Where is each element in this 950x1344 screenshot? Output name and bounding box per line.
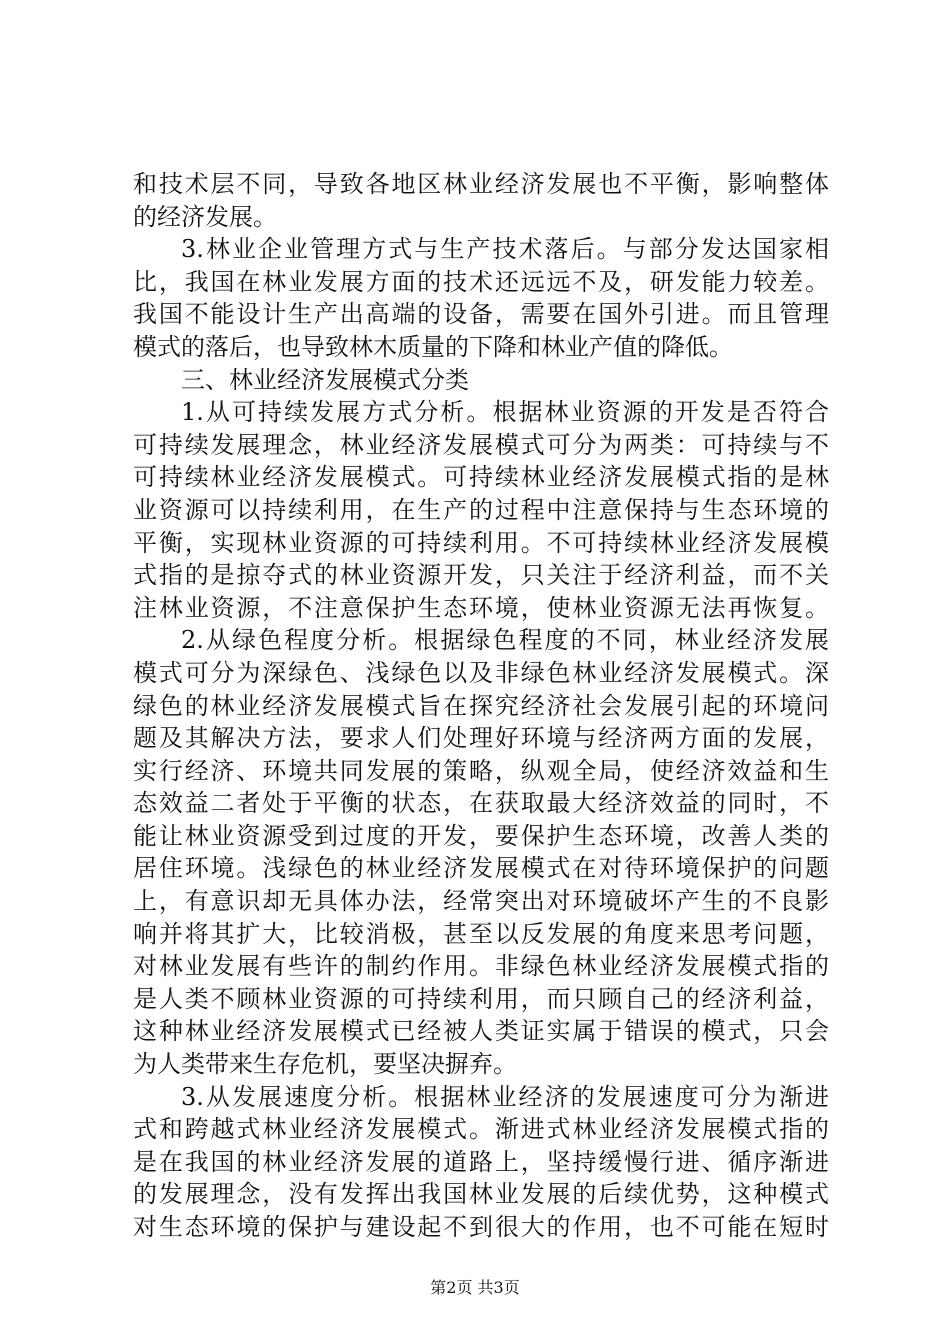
text-line: 1.从可持续发展方式分析。根据林业资源的开发是否符合 (181, 398, 829, 427)
text-line: 我国不能设计生产出高端的设备，需要在国外引进。而且管理 (133, 300, 829, 329)
text-line: 式和跨越式林业经济发展模式。渐进式林业经济发展模式指的 (133, 1115, 829, 1144)
text-line: 式指的是掠夺式的林业资源开发，只关注于经济利益，而不关 (133, 561, 829, 590)
text-line: 响并将其扩大，比较消极，甚至以反发展的角度来思考问题， (133, 919, 829, 948)
text-line: 绿色的林业经济发展模式旨在探究经济社会发展引起的环境问 (133, 691, 829, 720)
text-line: 居住环境。浅绿色的林业经济发展模式在对待环境保护的问题 (133, 854, 829, 883)
text-line: 3.林业企业管理方式与生产技术落后。与部分发达国家相 (181, 235, 829, 264)
text-line: 注林业资源，不注意保护生态环境，使林业资源无法再恢复。 (133, 593, 829, 622)
text-line: 可持续林业经济发展模式。可持续林业经济发展模式指的是林 (133, 463, 829, 492)
text-line: 题及其解决方法，要求人们处理好环境与经济两方面的发展， (133, 724, 829, 753)
text-line: 的发展理念，没有发挥出我国林业发展的后续优势，这种模式 (133, 1180, 829, 1209)
text-line: 实行经济、环境共同发展的策略，纵观全局，使经济效益和生 (133, 756, 829, 785)
text-line: 为人类带来生存危机，要坚决摒弃。 (133, 1050, 517, 1079)
text-line: 3.从发展速度分析。根据林业经济的发展速度可分为渐进 (181, 1082, 829, 1111)
text-line: 可持续发展理念，林业经济发展模式可分为两类：可持续与不 (133, 430, 829, 459)
text-line: 对生态环境的保护与建设起不到很大的作用，也不可能在短时 (133, 1213, 829, 1241)
text-line: 比，我国在林业发展方面的技术还远远不及，研发能力较差。 (133, 267, 829, 296)
text-line: 模式可分为深绿色、浅绿色以及非绿色林业经济发展模式。深 (133, 658, 829, 687)
text-line: 和技术层不同，导致各地区林业经济发展也不平衡，影响整体 (133, 170, 829, 198)
page-number-footer: 第2页 共3页 (430, 1278, 520, 1297)
text-line: 模式的落后，也导致林木质量的下降和林业产值的降低。 (133, 332, 733, 361)
text-line: 业资源可以持续利用，在生产的过程中注意保持与生态环境的 (133, 495, 829, 524)
text-line: 这种林业经济发展模式已经被人类证实属于错误的模式，只会 (133, 1017, 829, 1046)
text-line: 三、林业经济发展模式分类 (181, 365, 469, 394)
body-text (133, 168, 829, 1244)
text-line: 能让林业资源受到过度的开发，要保护生态环境，改善人类的 (133, 821, 829, 850)
text-line: 上，有意识却无具体办法，经常突出对环境破坏产生的不良影 (133, 887, 829, 916)
text-line: 2.从绿色程度分析。根据绿色程度的不同，林业经济发展 (181, 626, 829, 655)
text-line: 是人类不顾林业资源的可持续利用，而只顾自己的经济利益， (133, 984, 829, 1013)
text-line: 平衡，实现林业资源的可持续利用。不可持续林业经济发展模 (133, 528, 829, 557)
text-line: 是在我国的林业经济发展的道路上，坚持缓慢行进、循序渐进 (133, 1147, 829, 1176)
text-line: 对林业发展有些许的制约作用。非绿色林业经济发展模式指的 (133, 952, 829, 981)
text-line: 的经济发展。 (133, 202, 277, 231)
text-line: 态效益二者处于平衡的状态，在获取最大经济效益的同时，不 (133, 789, 829, 818)
